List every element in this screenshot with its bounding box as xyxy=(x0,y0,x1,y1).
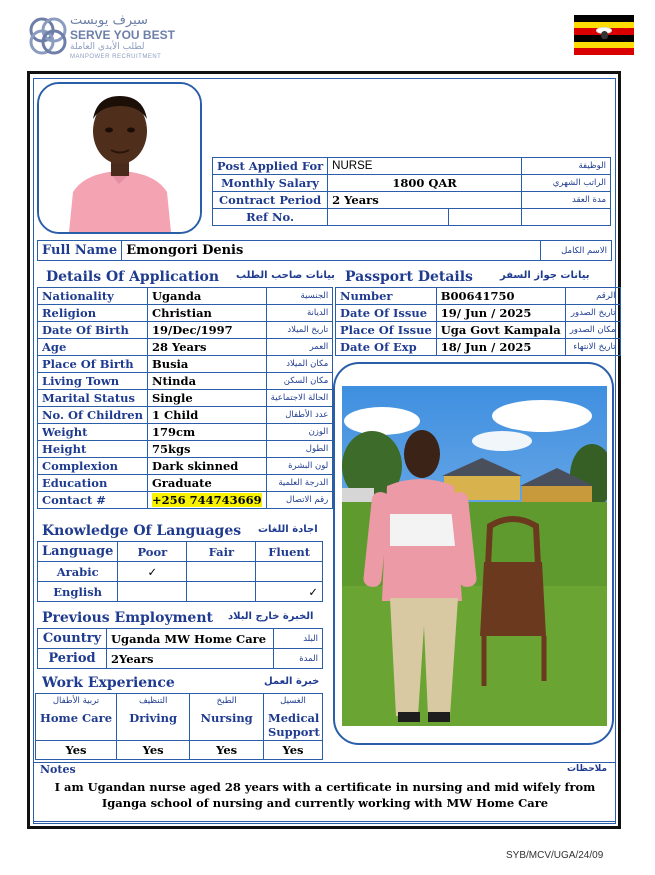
work-value: Yes xyxy=(36,741,117,760)
passport-title: Passport Details xyxy=(345,269,473,285)
post-row xyxy=(213,175,611,192)
row-label: Number xyxy=(336,288,437,305)
work-col xyxy=(117,694,190,741)
table-row xyxy=(38,390,333,407)
work-value-row xyxy=(36,741,323,760)
row-arabic: مكان السكن xyxy=(266,373,333,390)
work-col xyxy=(264,694,323,741)
country-arabic: البلد xyxy=(274,629,323,649)
row-label: Marital Status xyxy=(38,390,148,407)
notes-label-arabic: ملاحظات xyxy=(567,764,608,774)
work-col xyxy=(190,694,264,741)
table-row xyxy=(38,305,333,322)
full-name-arabic: الاسم الكامل xyxy=(541,241,612,261)
table-row xyxy=(38,458,333,475)
post-applied-value: NURSE xyxy=(328,158,522,175)
ref-arabic xyxy=(522,209,611,226)
work-value: Yes xyxy=(190,741,264,760)
language-header: Language xyxy=(38,542,118,562)
table-row xyxy=(38,424,333,441)
work-header-row xyxy=(36,694,323,741)
row-arabic: الديانة xyxy=(266,305,333,322)
work-arabic: الغسيل xyxy=(280,696,306,706)
full-name-label: Full Name xyxy=(38,241,122,261)
row-arabic: الرقم xyxy=(565,288,620,305)
post-row xyxy=(213,192,611,209)
post-applied-arabic: الوظيفة xyxy=(522,158,611,175)
row-value: 28 Years xyxy=(147,339,266,356)
full-body-photo xyxy=(342,386,607,726)
contract-arabic: مدة العقد xyxy=(522,192,611,209)
table-row xyxy=(38,582,323,602)
row-label: Complexion xyxy=(38,458,148,475)
work-title: Work Experience xyxy=(42,675,175,691)
work-title-arabic: خبرة العمل xyxy=(264,676,320,687)
work-arabic: تربية الأطفال xyxy=(52,696,100,706)
notes-label: Notes xyxy=(40,763,76,776)
row-label: Age xyxy=(38,339,148,356)
row-label: Nationality xyxy=(38,288,148,305)
row-value: Uga Govt Kampala xyxy=(436,322,565,339)
country-label: Country xyxy=(38,629,107,649)
table-row xyxy=(38,562,323,582)
row-label: Education xyxy=(38,475,148,492)
row-label: Religion xyxy=(38,305,148,322)
row-label: Weight xyxy=(38,424,148,441)
check-icon: ✓ xyxy=(256,582,323,602)
table-row xyxy=(38,339,333,356)
level-cell xyxy=(256,562,323,582)
work-arabic: التنظيف xyxy=(138,696,168,706)
row-label: No. Of Children xyxy=(38,407,148,424)
row-label: Date Of Birth xyxy=(38,322,148,339)
check-icon: ✓ xyxy=(118,562,187,582)
row-arabic: مكان الميلاد xyxy=(266,356,333,373)
employment-title-arabic: الخبرة خارج البلاد xyxy=(228,611,314,622)
fair-header: Fair xyxy=(187,542,256,562)
work-label: Home Care xyxy=(40,711,113,725)
language-name: English xyxy=(38,582,118,602)
row-arabic: تاريخ الميلاد xyxy=(266,322,333,339)
passport-title-arabic: بيانات جواز السفر xyxy=(500,270,590,281)
brand-subtitle: MANPOWER RECRUITMENT xyxy=(70,54,162,60)
row-arabic: العمر xyxy=(266,339,333,356)
brand-name: SERVE YOU BEST xyxy=(70,28,175,42)
work-value: Yes xyxy=(264,741,323,760)
uganda-flag-icon xyxy=(574,15,634,55)
row-arabic: الطول xyxy=(266,441,333,458)
row-label: Place Of Birth xyxy=(38,356,148,373)
row-arabic: الحالة الاجتماعية xyxy=(266,390,333,407)
full-name-table xyxy=(37,240,612,261)
language-name: Arabic xyxy=(38,562,118,582)
row-label: Date Of Issue xyxy=(336,305,437,322)
row-arabic: الجنسية xyxy=(266,288,333,305)
ref-label: Ref No. xyxy=(213,209,328,226)
row-value: 1 Child xyxy=(147,407,266,424)
contract-value: 2 Years xyxy=(328,192,522,209)
table-row xyxy=(38,288,333,305)
application-table xyxy=(37,287,333,509)
notes-text: I am Ugandan nurse aged 28 years with a certificate in nursing and mid wifely from Iganga school of nursing and currently working with MW Home Care xyxy=(54,780,596,810)
languages-table xyxy=(37,541,323,602)
level-cell xyxy=(187,562,256,582)
row-value: 75kgs xyxy=(147,441,266,458)
row-arabic: مكان الصدور xyxy=(565,322,620,339)
work-arabic: الطبخ xyxy=(216,696,237,706)
full-body-photo-frame xyxy=(333,362,614,745)
salary-label: Monthly Salary xyxy=(213,175,328,192)
row-value: 19/Dec/1997 xyxy=(147,322,266,339)
row-value: Christian xyxy=(147,305,266,322)
application-title: Details Of Application xyxy=(46,269,220,285)
row-arabic: الوزن xyxy=(266,424,333,441)
table-row xyxy=(336,288,621,305)
table-row xyxy=(38,629,323,649)
contact-value xyxy=(147,492,266,509)
work-label: Nursing xyxy=(200,711,253,725)
row-value: 19/ Jun / 2025 xyxy=(436,305,565,322)
application-title-arabic: بيانات صاحب الطلب xyxy=(236,270,335,281)
row-value: Uganda xyxy=(147,288,266,305)
post-applied-label: Post Applied For xyxy=(213,158,328,175)
row-value: Single xyxy=(147,390,266,407)
poor-header: Poor xyxy=(118,542,187,562)
row-value: Busia xyxy=(147,356,266,373)
row-value: Graduate xyxy=(147,475,266,492)
row-arabic: رقم الاتصال xyxy=(266,492,333,509)
contract-label: Contract Period xyxy=(213,192,328,209)
row-label: Living Town xyxy=(38,373,148,390)
brand-sub-arabic: لطلب الأيدي العاملة xyxy=(70,42,145,52)
document-code: SYB/MCV/UGA/24/09 xyxy=(506,850,604,861)
row-label: Contact # xyxy=(38,492,148,509)
row-label: Place Of Issue xyxy=(336,322,437,339)
employment-title: Previous Employment xyxy=(42,610,213,626)
portrait-photo xyxy=(37,82,202,234)
table-row xyxy=(38,373,333,390)
work-table xyxy=(35,693,323,760)
work-col xyxy=(36,694,117,741)
row-value: 179cm xyxy=(147,424,266,441)
row-label: Date Of Exp xyxy=(336,339,437,356)
table-row xyxy=(336,305,621,322)
row-value: Ntinda xyxy=(147,373,266,390)
table-row xyxy=(38,475,333,492)
table-row xyxy=(38,492,333,509)
fluent-header: Fluent xyxy=(256,542,323,562)
period-arabic: المدة xyxy=(274,649,323,669)
table-row xyxy=(38,441,333,458)
brand-logo xyxy=(27,15,69,57)
work-label: Driving xyxy=(129,711,178,725)
languages-title: Knowledge Of Languages xyxy=(42,523,242,539)
row-label: Height xyxy=(38,441,148,458)
table-row xyxy=(38,649,323,669)
salary-value: 1800 QAR xyxy=(328,175,522,192)
table-row xyxy=(38,322,333,339)
row-value: 18/ Jun / 2025 xyxy=(436,339,565,356)
table-row xyxy=(38,356,333,373)
country-value: Uganda MW Home Care xyxy=(107,629,274,649)
full-name-value: Emongori Denis xyxy=(122,241,541,261)
post-row xyxy=(213,209,611,226)
work-label: Medical Support xyxy=(268,711,320,739)
employment-table xyxy=(37,628,323,669)
row-arabic: تاريخ الصدور xyxy=(565,305,620,322)
table-header-row xyxy=(38,542,323,562)
period-label: Period xyxy=(38,649,107,669)
table-row xyxy=(336,322,621,339)
row-arabic: عدد الأطفال xyxy=(266,407,333,424)
period-value: 2Years xyxy=(107,649,274,669)
table-row xyxy=(336,339,621,356)
level-cell xyxy=(187,582,256,602)
ref-value xyxy=(328,209,449,226)
ref-blank xyxy=(449,209,522,226)
languages-title-arabic: اجادة اللغات xyxy=(258,524,318,535)
row-arabic: لون البشرة xyxy=(266,458,333,475)
post-table xyxy=(212,157,611,226)
post-row xyxy=(213,158,611,175)
row-value: Dark skinned xyxy=(147,458,266,475)
row-value: B00641750 xyxy=(436,288,565,305)
salary-arabic: الراتب الشهري xyxy=(522,175,611,192)
work-value: Yes xyxy=(117,741,190,760)
passport-table xyxy=(335,287,621,356)
brand-arabic: سيرف يوبست xyxy=(70,13,148,28)
row-arabic: الدرجة العلمية xyxy=(266,475,333,492)
table-row xyxy=(38,407,333,424)
contact-number: +256 744743669 xyxy=(151,493,262,507)
level-cell xyxy=(118,582,187,602)
row-arabic: تاريخ الانتهاء xyxy=(565,339,620,356)
